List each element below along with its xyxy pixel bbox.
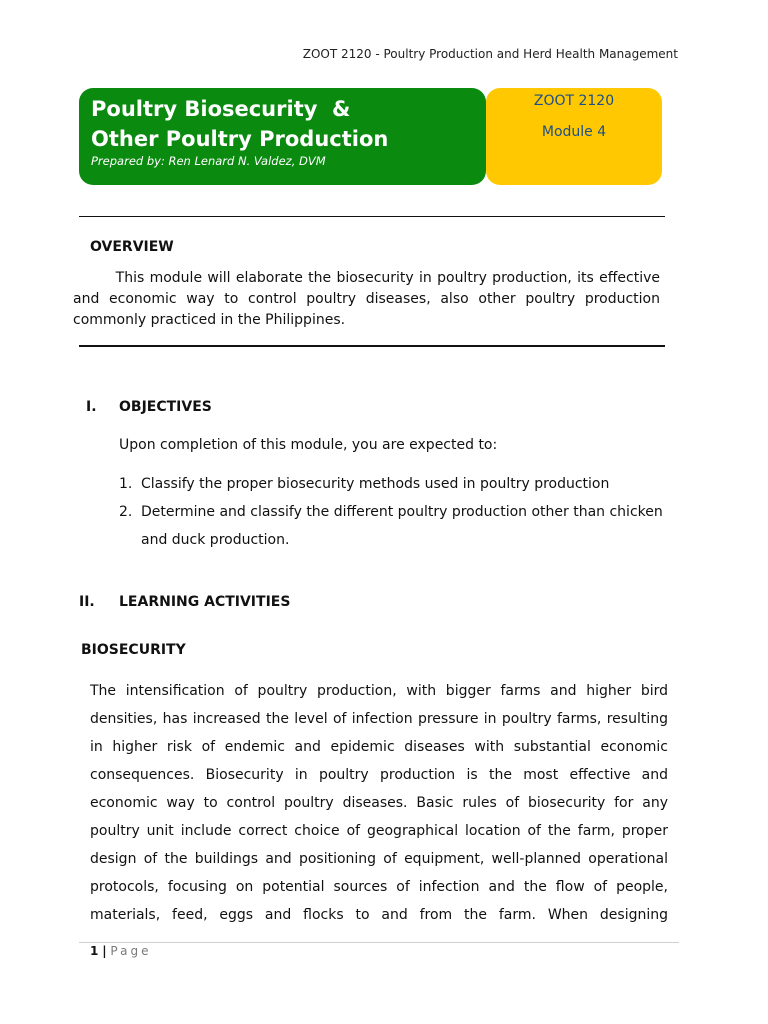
running-header: ZOOT 2120 - Poultry Production and Herd Health Management	[302, 47, 678, 61]
overview-heading: OVERVIEW	[90, 239, 174, 255]
course-code: ZOOT 2120	[533, 93, 615, 109]
learning-heading: LEARNING ACTIVITIES	[119, 594, 291, 610]
objective-number: 2.	[119, 504, 133, 520]
objective-text: Determine and classify the different poultry production other than chicken and duck production.	[141, 504, 663, 548]
module-info-badge	[486, 88, 662, 185]
page-separator: |	[102, 944, 107, 958]
biosecurity-paragraph: The intensification of poultry production, with bigger farms and higher bird densities, has increased the level of infection pressure in poultry farms, resulting in higher risk of endemic and epidemic diseases with substantial economic consequences. Biosecurity in poultry production is the most effective and economic way to control poultry diseases. Basic rules of biosecurity for any poultry unit include correct choice of geographical location of the farm, proper design of the buildings and positioning of equipment, well-planned operational protocols, focusing on potential sources of infection and the flow of people, materials, feed, eggs and flocks to and from the farm. When designing	[90, 683, 668, 923]
overview-bottom-rule	[79, 345, 665, 347]
overview-paragraph	[73, 268, 660, 331]
objective-text: Classify the proper biosecurity methods used in poultry production	[141, 476, 610, 492]
page-number: 1	[90, 944, 99, 958]
prepared-by: Prepared by: Ren Lenard N. Valdez, DVM	[91, 154, 326, 168]
objectives-numeral: I.	[86, 399, 97, 415]
module-title-line-2: Other Poultry Production	[91, 127, 389, 151]
footer-rule	[79, 942, 679, 943]
objectives-list	[119, 470, 664, 554]
objective-number: 1.	[119, 476, 133, 492]
page-footer	[90, 944, 151, 958]
objectives-intro: Upon completion of this module, you are expected to:	[119, 437, 498, 453]
objective-item	[119, 470, 664, 498]
biosecurity-heading: BIOSECURITY	[81, 642, 186, 658]
objective-item	[119, 498, 664, 554]
overview-indent	[73, 270, 116, 286]
overview-top-rule	[79, 216, 665, 217]
overview-text: This module will elaborate the biosecurity in poultry production, its effective and economic way to control poultry diseases, also other poultry production commonly practiced in the Philippines.	[73, 270, 660, 328]
module-title-line-1: Poultry Biosecurity &	[91, 97, 351, 121]
objectives-heading: OBJECTIVES	[119, 399, 212, 415]
module-number: Module 4	[541, 124, 607, 140]
module-title-banner	[79, 88, 486, 185]
learning-numeral: II.	[79, 594, 95, 610]
page-label: Page	[110, 944, 152, 958]
module-title	[91, 94, 388, 154]
